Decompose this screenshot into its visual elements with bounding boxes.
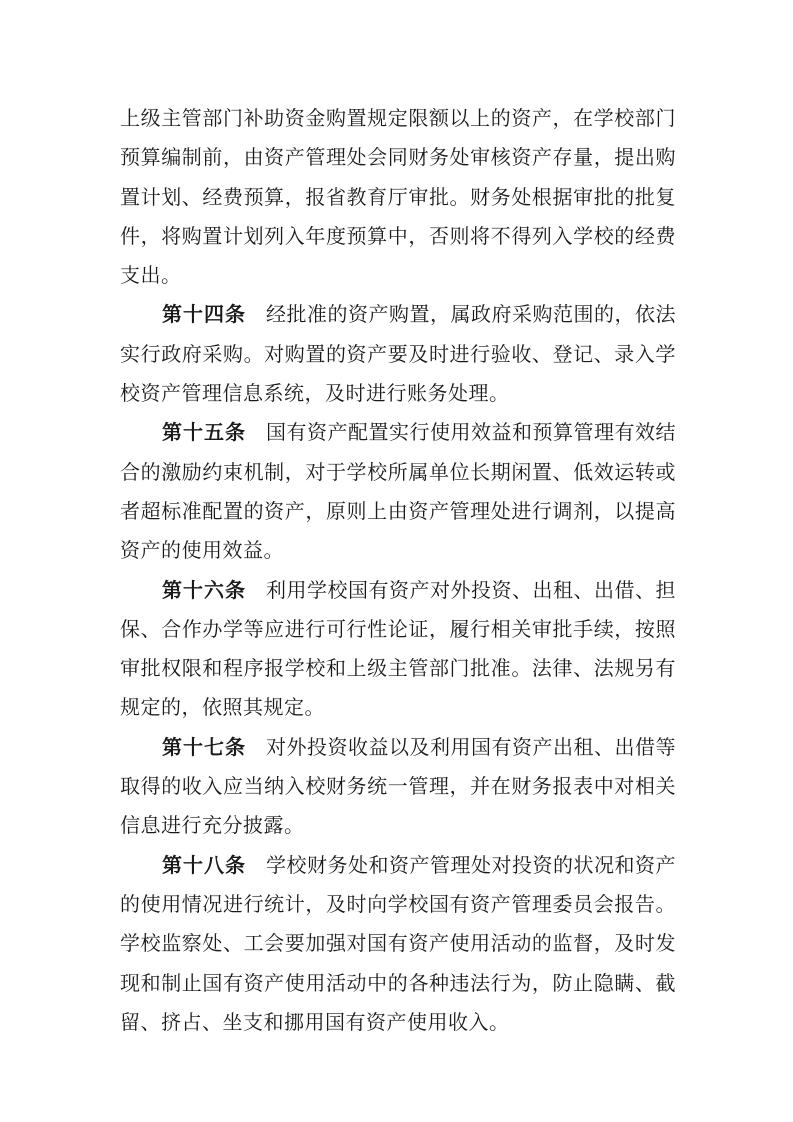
article-text: 对外投资收益以及利用国有资产出租、出借等取得的收入应当纳入校财务统一管理，并在财务报表中对相关信息进行充分披露。 <box>120 734 676 838</box>
article-text: 国有资产配置实行使用效益和预算管理有效结合的激励约束机制，对于学校所属单位长期闲置、低效运转或者超标准配置的资产，原则上由资产管理处进行调剂，以提高资产的使用效益。 <box>120 420 676 563</box>
article-label: 第十七条 <box>162 734 246 759</box>
article-label: 第十八条 <box>162 852 246 877</box>
article-18 <box>120 846 676 1042</box>
article-15 <box>120 413 676 570</box>
article-label: 第十五条 <box>162 420 246 445</box>
document-body <box>120 99 676 1042</box>
article-text: 学校财务处和资产管理处对投资的状况和资产的使用情况进行统计，及时向学校国有资产管理委员会报告。学校监察处、工会要加强对国有资产使用活动的监督，及时发现和制止国有资产使用活动中的各种违法行为，防止隐瞒、截留、挤占、坐支和挪用国有资产使用收入。 <box>120 852 676 1034</box>
article-label: 第十四条 <box>162 302 246 327</box>
paragraph-continuation <box>120 99 676 295</box>
paragraph-text: 上级主管部门补助资金购置规定限额以上的资产，在学校部门预算编制前，由资产管理处会同财务处审核资产存量，提出购置计划、经费预算，报省教育厅审批。财务处根据审批的批复件，将购置计划列入年度预算中，否则将不得列入学校的经费支出。 <box>120 106 676 288</box>
article-14 <box>120 295 676 413</box>
article-16 <box>120 571 676 728</box>
article-label: 第十六条 <box>162 577 246 602</box>
article-text: 经批准的资产购置，属政府采购范围的，依法实行政府采购。对购置的资产要及时进行验收、登记、录入学校资产管理信息系统，及时进行账务处理。 <box>120 302 676 406</box>
article-17 <box>120 728 676 846</box>
article-text: 利用学校国有资产对外投资、出租、出借、担保、合作办学等应进行可行性论证，履行相关审批手续，按照审批权限和程序报学校和上级主管部门批准。法律、法规另有规定的，依照其规定。 <box>120 577 676 720</box>
